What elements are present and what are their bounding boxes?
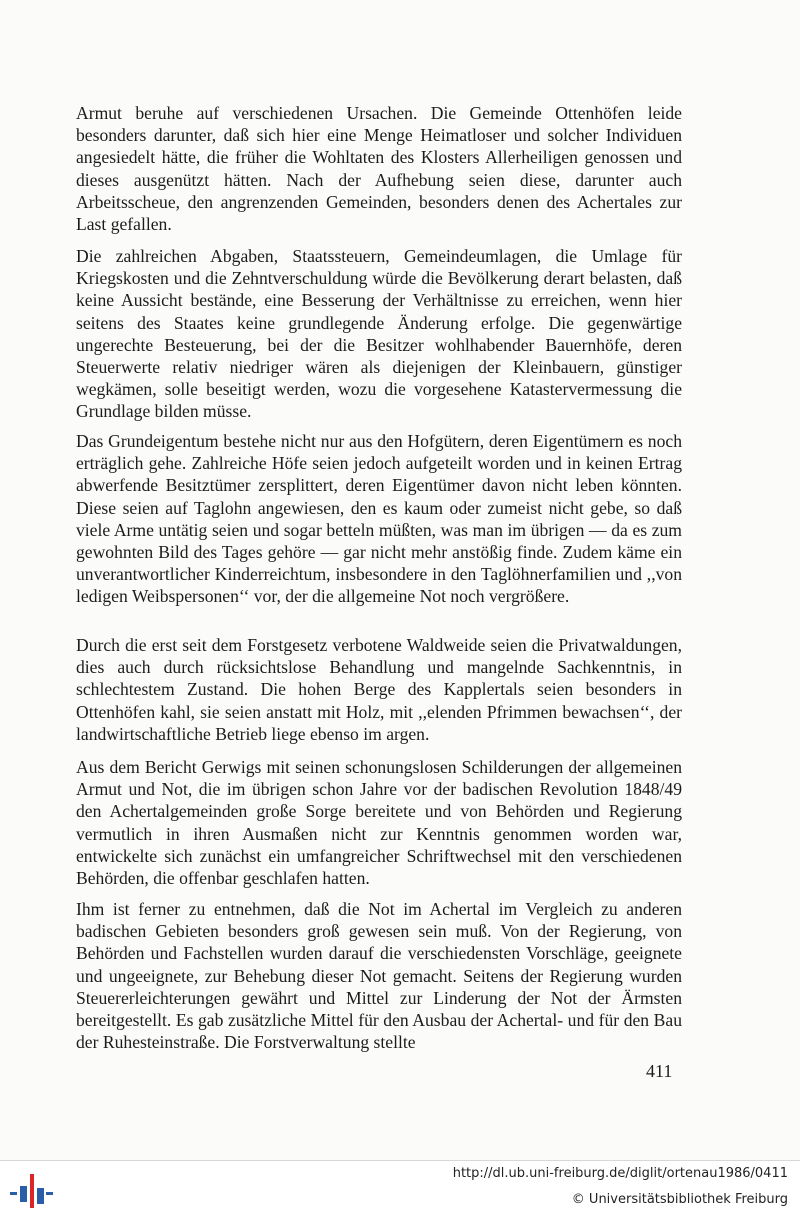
page-number: 411	[646, 1061, 673, 1081]
logo-bar-left	[20, 1186, 27, 1202]
copyright-notice: © Universitätsbibliothek Freiburg	[571, 1192, 788, 1207]
paragraph-5: Aus dem Bericht Gerwigs mit seinen schonungslosen Schilderungen der allgemeinen Armut und Not, die im übrigen schon Jahre vor der badischen Revolution 1848/49 den Achertalgemeinden große Sorge bereitete und von Behörden und Regierung vermutlich in ihren Ausmaßen nicht zur Kenntnis genommen worden war, entwickelte sich zunächst ein umfangreicher Schriftwechsel mit den verschiedenen Behörden, die offenbar geschlafen hatten.	[76, 757, 682, 889]
university-library-logo-icon	[8, 1170, 54, 1210]
logo-dash-right	[46, 1192, 53, 1195]
paragraph-1: Armut beruhe auf verschiedenen Ursachen. Die Gemeinde Ottenhöfen leide besonders darunter, daß sich hier eine Menge Heimatloser und solcher Individuen angesiedelt hätte, die früher die Wohltaten des Klosters Allerheiligen genossen und dieses ausgenützt hätten. Nach der Aufhebung seien diese, darunter auch Arbeitsscheue, den angrenzenden Gemeinden, besonders denen des Achertales zur Last gefallen.	[76, 103, 682, 235]
paragraph-2: Die zahlreichen Abgaben, Staatssteuern, Gemeindeumlagen, die Umlage für Kriegskosten und die Zehntverschuldung würde die Bevölkerung derart belasten, daß keine Aussicht bestände, eine Besserung der Verhältnisse zu erreichen, wenn hier seitens des Staates keine grundlegende Änderung erfolge. Die gegenwärtige ungerechte Besteuerung, bei der die Besitzer wohlhabender Bauernhöfe, deren Steuerwerte relativ niedriger wären als diejenigen der Kleinbauern, günstiger wegkämen, solle beseitigt werden, wozu die vorgesehene Katastervermessung die Grundlage bilden müsse.	[76, 246, 682, 422]
paragraph-6: Ihm ist ferner zu entnehmen, daß die Not im Achertal im Vergleich zu anderen badischen Gebieten besonders groß gewesen sein muß. Von der Regierung, von Behörden und Fachstellen wurden darauf die verschiedensten Vorschläge, geeignete und ungeeignete, zur Behebung dieser Not gemacht. Seitens der Regierung wurden Steuererleichterungen gewährt und Mittel zur Linderung der Not der Ärmsten bereitgestellt. Es gab zusätzliche Mittel für den Ausbau der Achertal- und für den Bau der Ruhesteinstraße. Die Forstverwaltung stellte	[76, 899, 682, 1053]
permalink-url[interactable]: http://dl.ub.uni-freiburg.de/diglit/ortenau1986/0411	[452, 1166, 788, 1181]
logo-bar-center	[30, 1174, 34, 1208]
paragraph-3: Das Grundeigentum bestehe nicht nur aus den Hofgütern, deren Eigentümern es noch erträglich gehe. Zahlreiche Höfe seien jedoch aufgeteilt worden und in keinen Ertrag abwerfende Besitztümer zersplittert, deren Eigentümer davon nicht leben könnten. Diese seien auf Taglohn angewiesen, den es kaum oder zumeist nicht gebe, so daß viele Arme untätig seien und sogar betteln müßten, was man im übrigen — da es zum gewohnten Bild des Tages gehöre — gar nicht mehr anstößig finde. Zudem käme ein unverantwortlicher Kinderreichtum, insbesondere in den Taglöhnerfamilien und ,,von ledigen Weibspersonen‘‘ vor, der die allgemeine Not noch vergrößere.	[76, 431, 682, 607]
logo-dash-left	[10, 1192, 17, 1195]
footer-divider	[0, 1160, 800, 1161]
paragraph-4: Durch die erst seit dem Forstgesetz verbotene Waldweide seien die Privatwaldungen, dies auch durch rücksichtslose Behandlung und mangelnde Sachkenntnis, in schlechtestem Zustand. Die hohen Berge des Kapplertals seien besonders in Ottenhöfen kahl, sie seien anstatt mit Holz, mit ,,elenden Pfrimmen bewachsen‘‘, der landwirtschaftliche Betrieb liege ebenso im argen.	[76, 635, 682, 744]
logo-bar-right	[37, 1188, 44, 1204]
